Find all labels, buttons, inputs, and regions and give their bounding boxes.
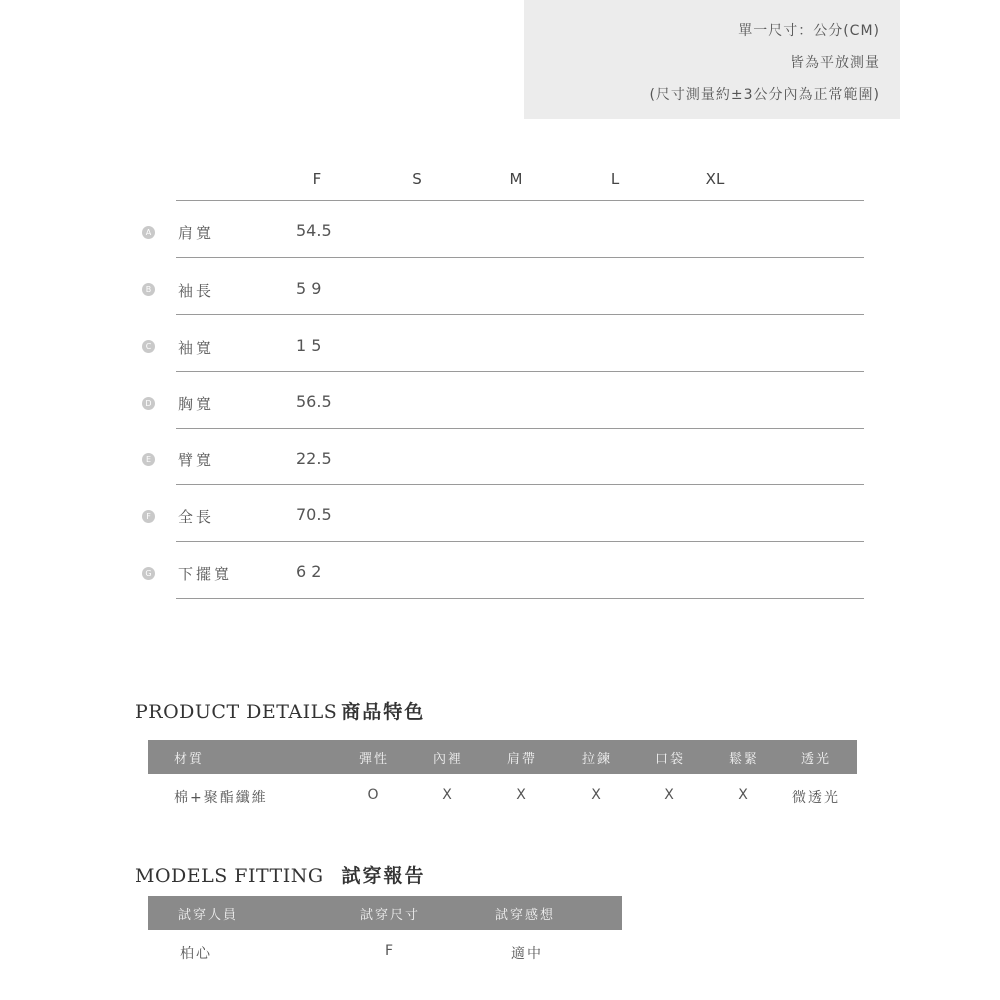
row-divider — [176, 257, 864, 258]
models-fitting-title-en: MODELS FITTING — [135, 865, 324, 887]
row-divider — [176, 371, 864, 372]
row-divider — [176, 314, 864, 315]
pd-header-material: 材質 — [174, 752, 205, 767]
pd-value-zipper: X — [591, 787, 603, 803]
size-header-l: L — [610, 170, 620, 188]
pd-header-lining: 內裡 — [432, 752, 464, 767]
mf-header-feedback: 試穿感想 — [494, 908, 556, 923]
mf-value-model: 柏心 — [180, 946, 212, 962]
pd-header-zipper: 拉鍊 — [581, 752, 613, 767]
row-value-sleeve-width: 1 5 — [296, 336, 322, 355]
row-label-hem-width: 下擺寬 — [178, 565, 233, 583]
row-divider — [176, 484, 864, 485]
note-method: 皆為平放測量 — [790, 55, 880, 71]
row-label-chest: 胸寬 — [178, 395, 215, 413]
row-value-length: 70.5 — [296, 505, 332, 524]
size-header-m: M — [509, 170, 523, 188]
product-details-title-zh: 商品特色 — [341, 701, 426, 723]
row-marker-d: D — [142, 397, 155, 410]
pd-value-lining: X — [442, 787, 454, 803]
size-header-f: F — [312, 170, 322, 188]
row-label-length: 全長 — [178, 508, 215, 526]
row-label-shoulder: 肩寬 — [178, 224, 215, 242]
product-details-title-en: PRODUCT DETAILS — [135, 701, 338, 723]
row-marker-g: G — [142, 567, 155, 580]
row-value-arm-width: 22.5 — [296, 449, 332, 468]
pd-value-elasticity: O — [367, 787, 381, 803]
pd-header-elasticity: 彈性 — [358, 752, 390, 767]
row-label-sleeve-width: 袖寬 — [178, 339, 215, 357]
row-value-chest: 56.5 — [296, 392, 332, 411]
pd-value-material: 棉+聚酯纖維 — [174, 790, 268, 806]
mf-value-feedback: 適中 — [511, 946, 543, 962]
pd-value-waistband: X — [738, 787, 750, 803]
row-label-arm-width: 臂寬 — [178, 451, 215, 469]
row-marker-b: B — [142, 283, 155, 296]
row-marker-f: F — [142, 510, 155, 523]
mf-header-model: 試穿人員 — [178, 908, 239, 923]
product-details-title — [135, 697, 425, 724]
size-header-s: S — [412, 170, 422, 188]
row-label-sleeve-length: 袖長 — [178, 282, 215, 300]
mf-header-size: 試穿尺寸 — [359, 908, 421, 923]
row-divider — [176, 598, 864, 599]
row-marker-a: A — [142, 226, 155, 239]
pd-value-strap: X — [516, 787, 528, 803]
measurement-note — [524, 0, 900, 119]
pd-value-pocket: X — [664, 787, 676, 803]
mf-value-size: F — [384, 943, 396, 959]
size-header-divider — [176, 200, 864, 201]
pd-value-sheerness: 微透光 — [792, 790, 840, 806]
row-marker-c: C — [142, 340, 155, 353]
row-divider — [176, 541, 864, 542]
row-value-shoulder: 54.5 — [296, 221, 332, 240]
models-fitting-title — [135, 861, 426, 888]
pd-header-strap: 肩帶 — [506, 752, 538, 767]
pd-header-pocket: 口袋 — [654, 752, 686, 767]
row-divider — [176, 428, 864, 429]
row-marker-e: E — [142, 453, 155, 466]
pd-header-sheerness: 透光 — [800, 752, 832, 767]
note-tolerance: (尺寸測量約±3公分內為正常範圍) — [649, 87, 880, 103]
models-fitting-title-zh: 試穿報告 — [341, 865, 426, 887]
row-value-sleeve-length: 5 9 — [296, 279, 322, 298]
pd-header-waistband: 鬆緊 — [728, 752, 760, 767]
note-unit: 單一尺寸：公分(CM) — [738, 23, 880, 39]
size-header-xl: XL — [705, 170, 725, 188]
row-value-hem-width: 6 2 — [296, 562, 322, 581]
